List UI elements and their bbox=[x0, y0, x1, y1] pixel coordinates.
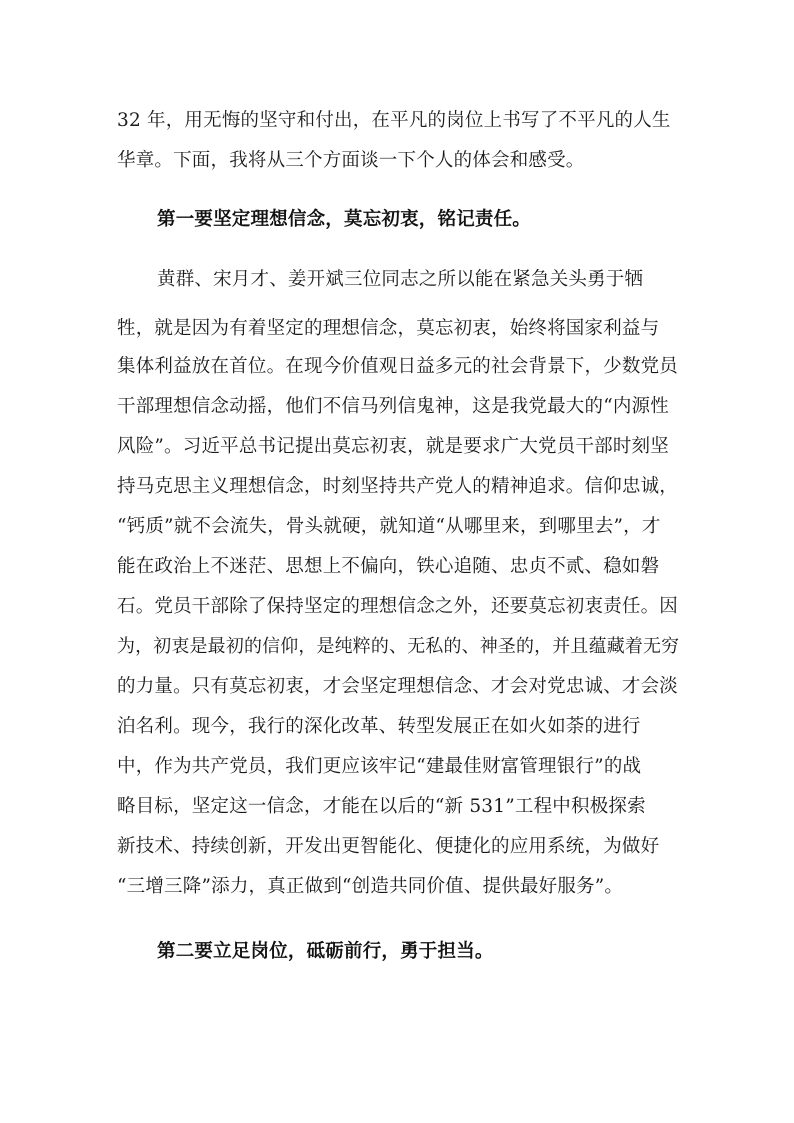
paragraph-line: 风险”。习近平总书记提出莫忘初衷，就是要求广大党员干部时刻坚 bbox=[117, 436, 669, 457]
paragraph-line: 黄群、宋月才、姜开斌三位同志之所以能在紧急关头勇于牺 bbox=[157, 269, 644, 290]
paragraph-line: 牲，就是因为有着坚定的理想信念，莫忘初衷，始终将国家利益与 bbox=[117, 318, 660, 339]
paragraph-line: 的力量。只有莫忘初衷，才会坚定理想信念、才会对党忠诚、才会淡 bbox=[117, 676, 679, 697]
paragraph-line: 略目标，坚定这一信念，才能在以后的“新 531”工程中积极探索 bbox=[117, 796, 646, 817]
paragraph-line: 中，作为共产党员，我们更应该牢记“建最佳财富管理银行”的战 bbox=[117, 756, 642, 777]
paragraph-line: 石。党员干部除了保持坚定的理想信念之外，还要莫忘初衷责任。因 bbox=[117, 596, 679, 617]
intro-line: 32 年，用无悔的坚守和付出，在平凡的岗位上书写了不平凡的人生 bbox=[117, 110, 671, 131]
paragraph-line: 泊名利。现今，我行的深化改革、转型发展正在如火如荼的进行 bbox=[117, 716, 641, 737]
paragraph-line: “三增三降”添力，真正做到“创造共同价值、提供最好服务”。 bbox=[117, 876, 624, 897]
paragraph-line: 为，初衷是最初的信仰，是纯粹的、无私的、神圣的，并且蕴藏着无穷 bbox=[117, 636, 680, 657]
section-heading-2: 第二要立足岗位，砥砺前行，勇于担当。 bbox=[157, 941, 494, 962]
paragraph-line: 干部理想信念动摇，他们不信马列信鬼神，这是我党最大的“内源性 bbox=[117, 396, 669, 417]
paragraph-line: 能在政治上不迷茫、思想上不偏向，铁心追随、忠贞不贰、稳如磐 bbox=[117, 556, 660, 577]
paragraph-line: “钙质”就不会流失，骨头就硬，就知道“从哪里来，到哪里去”，才 bbox=[117, 516, 661, 537]
paragraph-line: 集体利益放在首位。在现今价值观日益多元的社会背景下，少数党员 bbox=[117, 356, 679, 377]
intro-line: 华章。下面，我将从三个方面谈一下个人的体会和感受。 bbox=[117, 150, 585, 171]
section-heading-1: 第一要坚定理想信念，莫忘初衷，铭记责任。 bbox=[157, 209, 532, 230]
paragraph-line: 新技术、持续创新，开发出更智能化、便捷化的应用系统，为做好 bbox=[117, 836, 660, 857]
paragraph-line: 持马克思主义理想信念，时刻坚持共产党人的精神追求。信仰忠诚， bbox=[117, 476, 679, 497]
